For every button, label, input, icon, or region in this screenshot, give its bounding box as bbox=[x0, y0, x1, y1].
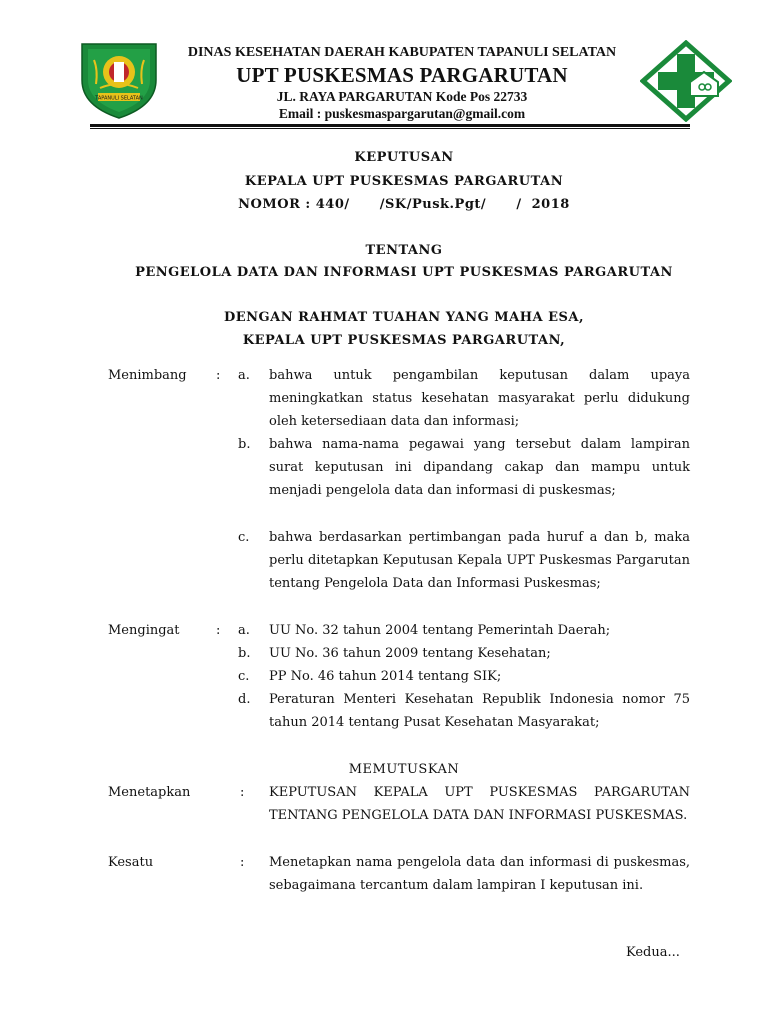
tapanuli-selatan-regency-emblem-icon bbox=[76, 40, 162, 120]
mengingat-colon: : bbox=[216, 623, 221, 638]
memutuskan-heading: MEMUTUSKAN bbox=[348, 762, 460, 777]
kesatu-text: Menetapkan nama pengelola data dan informasi di puskesmas, sebagaimana tercantum dalam lampiran I keputusan ini. bbox=[269, 855, 690, 893]
menimbang-marker-b: b. bbox=[238, 437, 251, 452]
menimbang-item-a: bahwa untuk pengambilan keputusan dalam upaya meningkatkan status kesehatan masyarakat perlu didukung oleh ketersediaan data dan informasi; bbox=[269, 368, 690, 429]
doc-title: KEPUTUSAN bbox=[354, 150, 454, 165]
menetapkan-colon: : bbox=[240, 785, 245, 800]
letterhead-agency: DINAS KESEHATAN DAERAH KABUPATEN TAPANULI SELATAN bbox=[187, 45, 617, 60]
mengingat-item-a: UU No. 32 tahun 2004 tentang Pemerintah Daerah; bbox=[269, 623, 611, 638]
mengingat-marker-b: b. bbox=[238, 646, 251, 661]
menimbang-label: Menimbang bbox=[108, 368, 187, 383]
doc-subject: PENGELOLA DATA DAN INFORMASI UPT PUSKESMAS PARGARUTAN bbox=[135, 265, 673, 280]
doc-about: TENTANG bbox=[365, 243, 443, 258]
mengingat-marker-d: d. bbox=[238, 692, 251, 707]
letterhead-rule-thick bbox=[90, 124, 690, 127]
emblem-text: TAPANULI SELATAN bbox=[95, 95, 143, 102]
kesatu-label: Kesatu bbox=[108, 855, 154, 870]
puskesmas-cross-house-logo-icon bbox=[640, 40, 732, 122]
letterhead-rule-thin bbox=[90, 128, 690, 129]
letterhead bbox=[160, 44, 644, 122]
doc-blessing: DENGAN RAHMAT TUAHAN YANG MAHA ESA, bbox=[223, 310, 585, 325]
menimbang-item-b: bahwa nama-nama pegawai yang tersebut dalam lampiran surat keputusan ini dipandang cakap dan mampu untuk menjadi pengelola data dan informasi di puskesmas; bbox=[269, 437, 690, 498]
menimbang-colon: : bbox=[216, 368, 221, 383]
doc-number: NOMOR : 440/ /SK/Pusk.Pgt/ / 2018 bbox=[238, 197, 570, 212]
mengingat-marker-c: c. bbox=[238, 669, 250, 684]
mengingat-label: Mengingat bbox=[108, 623, 180, 638]
mengingat-marker-a: a. bbox=[238, 623, 250, 638]
letterhead-address: JL. RAYA PARGARUTAN Kode Pos 22733 bbox=[276, 89, 528, 104]
next-page-indicator: Kedua... bbox=[626, 945, 680, 960]
doc-issuer: KEPALA UPT PUSKESMAS PARGARUTAN bbox=[244, 174, 564, 189]
menimbang-item-c: bahwa berdasarkan pertimbangan pada huruf a dan b, maka perlu ditetapkan Keputusan Kepala UPT Puskesmas Pargarutan tentang Pengelola Data dan Informasi Puskesmas; bbox=[269, 530, 690, 591]
menetapkan-text: KEPUTUSAN KEPALA UPT PUSKESMAS PARGARUTAN TENTANG PENGELOLA DATA DAN INFORMASI PUSKESMAS. bbox=[269, 785, 690, 823]
kesatu-colon: : bbox=[240, 855, 245, 870]
doc-issuer-2: KEPALA UPT PUSKESMAS PARGARUTAN, bbox=[242, 333, 566, 348]
letterhead-institution: UPT PUSKESMAS PARGARUTAN bbox=[236, 63, 568, 87]
letterhead-email: Email : puskesmaspargarutan@gmail.com bbox=[278, 106, 526, 121]
menimbang-marker-c: c. bbox=[238, 530, 250, 545]
mengingat-item-b: UU No. 36 tahun 2009 tentang Kesehatan; bbox=[269, 646, 551, 661]
mengingat-item-c: PP No. 46 tahun 2014 tentang SIK; bbox=[269, 669, 502, 684]
menetapkan-label: Menetapkan bbox=[108, 785, 191, 800]
menimbang-marker-a: a. bbox=[238, 368, 250, 383]
mengingat-item-d: Peraturan Menteri Kesehatan Republik Indonesia nomor 75 tahun 2014 tentang Pusat Kesehatan Masyarakat; bbox=[269, 692, 690, 730]
